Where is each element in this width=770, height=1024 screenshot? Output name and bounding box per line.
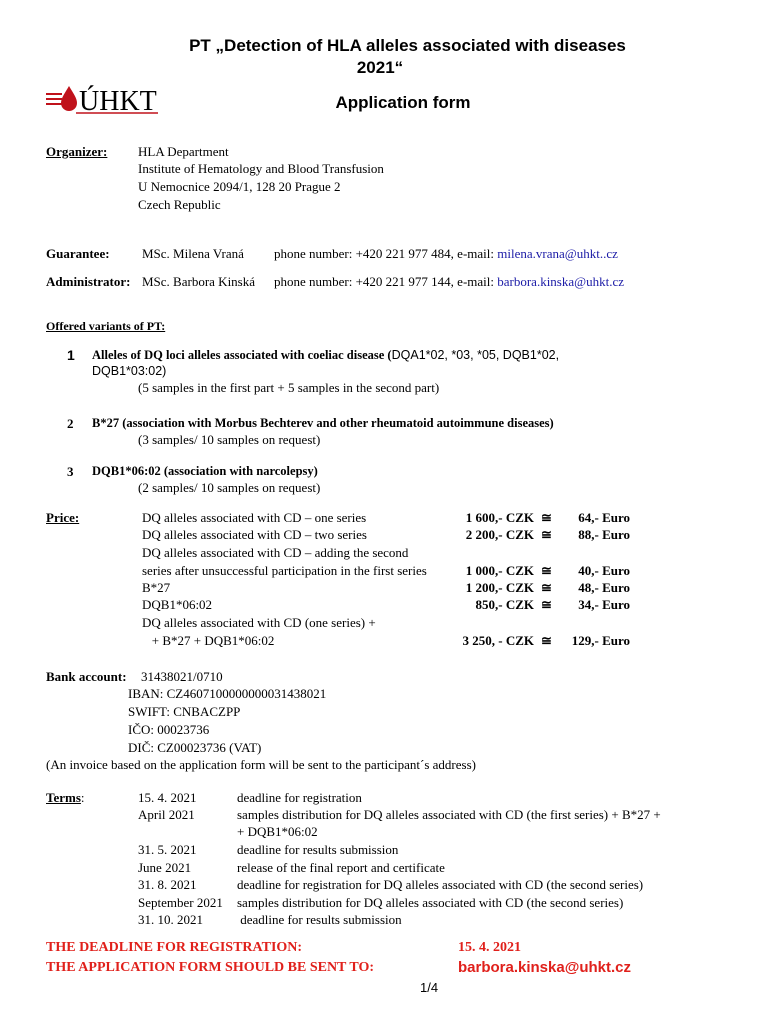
price-row-czk: 1 000,- CZK <box>465 563 534 578</box>
variant-3-title: DQB1*06:02 (association with narcolepsy) <box>92 464 318 478</box>
send-to-email[interactable]: barbora.kinska@uhkt.cz <box>458 959 632 976</box>
price-row-eur: 48,- Euro <box>578 580 630 595</box>
price-row-approx: ≅ <box>541 580 552 595</box>
bank-ico: IČO: 00023736 <box>128 722 210 737</box>
terms-row-text: deadline for results submission <box>237 912 402 927</box>
terms-row-text: release of the final report and certificate <box>237 860 445 875</box>
price-row-desc: DQB1*06:02 <box>142 597 213 612</box>
price-label: Price: <box>46 510 80 525</box>
bank-swift: SWIFT: CNBACZPP <box>128 704 241 719</box>
guarantee-email-link[interactable]: milena.vrana@uhkt..cz <box>497 246 618 261</box>
variant-1-number: 1 <box>67 347 75 363</box>
variant-1-note: (5 samples in the first part + 5 samples in the second part) <box>138 380 440 395</box>
variant-3-number: 3 <box>67 464 74 479</box>
terms-row-text: samples distribution for DQ alleles associated with CD (the first series) + B*27 + <box>237 807 661 822</box>
logo-text: ÚHKT <box>79 86 157 117</box>
terms-row-date: April 2021 <box>138 807 195 822</box>
subtitle: Application form <box>335 93 471 112</box>
price-row-eur: 34,- Euro <box>578 597 630 612</box>
terms-row-date: September 2021 <box>138 895 223 910</box>
page-number: 1/4 <box>420 980 439 995</box>
price-row-approx: ≅ <box>541 597 552 612</box>
price-row-desc: B*27 <box>142 580 171 595</box>
terms-row-date: 15. 4. 2021 <box>138 790 197 805</box>
bank-dic: DIČ: CZ00023736 (VAT) <box>128 740 262 755</box>
guarantee-label: Guarantee: <box>46 246 110 261</box>
administrator-name: MSc. Barbora Kinská <box>142 274 256 289</box>
send-to-label: THE APPLICATION FORM SHOULD BE SENT TO: <box>46 960 375 975</box>
organizer-line-3: U Nemocnice 2094/1, 128 20 Prague 2 <box>138 179 341 194</box>
price-row-czk: 1 600,- CZK <box>465 510 534 525</box>
terms-row-text: + DQB1*06:02 <box>237 824 318 839</box>
price-row-eur: 40,- Euro <box>578 563 630 578</box>
administrator-contact: phone number: +420 221 977 144, e-mail: barbora.kinska@uhkt.cz <box>274 274 625 289</box>
variant-2-note: (3 samples/ 10 samples on request) <box>138 432 321 447</box>
variant-3-note: (2 samples/ 10 samples on request) <box>138 480 321 495</box>
terms-row-text: deadline for registration for DQ alleles associated with CD (the second series) <box>237 877 644 892</box>
price-row-approx: ≅ <box>541 527 552 542</box>
price-row-eur: 129,- Euro <box>571 633 630 648</box>
title-line-1: PT „Detection of HLA alleles associated with diseases <box>189 36 626 55</box>
price-row-desc: + B*27 + DQB1*06:02 <box>142 633 275 648</box>
administrator-label: Administrator: <box>46 274 131 289</box>
terms-row-date: 31. 8. 2021 <box>138 877 197 892</box>
price-row-approx: ≅ <box>541 633 552 648</box>
variants-heading: Offered variants of PT: <box>46 319 166 333</box>
terms-label: Terms: <box>46 790 85 805</box>
price-row-eur: 88,- Euro <box>578 527 630 542</box>
guarantee-contact: phone number: +420 221 977 484, e-mail: milena.vrana@uhkt..cz <box>274 246 618 261</box>
terms-row-text: deadline for results submission <box>237 842 399 857</box>
price-row-approx: ≅ <box>541 563 552 578</box>
administrator-email-link[interactable]: barbora.kinska@uhkt.cz <box>497 274 625 289</box>
price-row-desc: DQ alleles associated with CD – adding the second <box>142 545 409 560</box>
terms-row-date: 31. 5. 2021 <box>138 842 197 857</box>
bank-iban: IBAN: CZ4607100000000031438021 <box>128 686 327 701</box>
terms-row-text: samples distribution for DQ alleles associated with CD (the second series) <box>237 895 624 910</box>
deadline-value: 15. 4. 2021 <box>458 940 521 955</box>
invoice-note: (An invoice based on the application form will be sent to the participant´s address) <box>46 757 476 772</box>
variant-1-title: Alleles of DQ loci alleles associated with coeliac disease (DQA1*02, *03, *05, DQB1*02, <box>92 348 560 362</box>
price-row-eur: 64,- Euro <box>578 510 630 525</box>
organizer-line-2: Institute of Hematology and Blood Transfusion <box>138 161 384 176</box>
variant-2-number: 2 <box>67 416 74 431</box>
price-row-czk: 3 250, - CZK <box>462 633 534 648</box>
price-row-desc: series after unsuccessful participation in the first series <box>142 563 427 578</box>
organizer-label: Organizer: <box>46 144 108 159</box>
bank-account: 31438021/0710 <box>141 669 223 684</box>
bank-label: Bank account: <box>46 669 127 684</box>
organizer-line-1: HLA Department <box>138 144 229 159</box>
price-row-desc: DQ alleles associated with CD – one series <box>142 510 367 525</box>
terms-row-text: deadline for registration <box>237 790 362 805</box>
price-row-desc: DQ alleles associated with CD – two series <box>142 527 367 542</box>
deadline-label: THE DEADLINE FOR REGISTRATION: <box>46 940 303 955</box>
price-row-czk: 1 200,- CZK <box>465 580 534 595</box>
terms-row-date: 31. 10. 2021 <box>138 912 203 927</box>
price-row-czk: 850,- CZK <box>475 597 534 612</box>
terms-row-date: June 2021 <box>138 860 192 875</box>
uhkt-logo <box>46 82 158 118</box>
variant-1-title-line-2: DQB1*03:02) <box>92 364 167 378</box>
guarantee-name: MSc. Milena Vraná <box>142 246 244 261</box>
variant-2-title: B*27 (association with Morbus Bechterev and other rheumatoid autoimmune diseases) <box>92 416 554 430</box>
price-row-desc: DQ alleles associated with CD (one series) + <box>142 615 376 630</box>
title-line-2: 2021“ <box>356 58 404 77</box>
organizer-line-4: Czech Republic <box>138 197 221 212</box>
price-row-czk: 2 200,- CZK <box>465 527 534 542</box>
price-row-approx: ≅ <box>541 510 552 525</box>
